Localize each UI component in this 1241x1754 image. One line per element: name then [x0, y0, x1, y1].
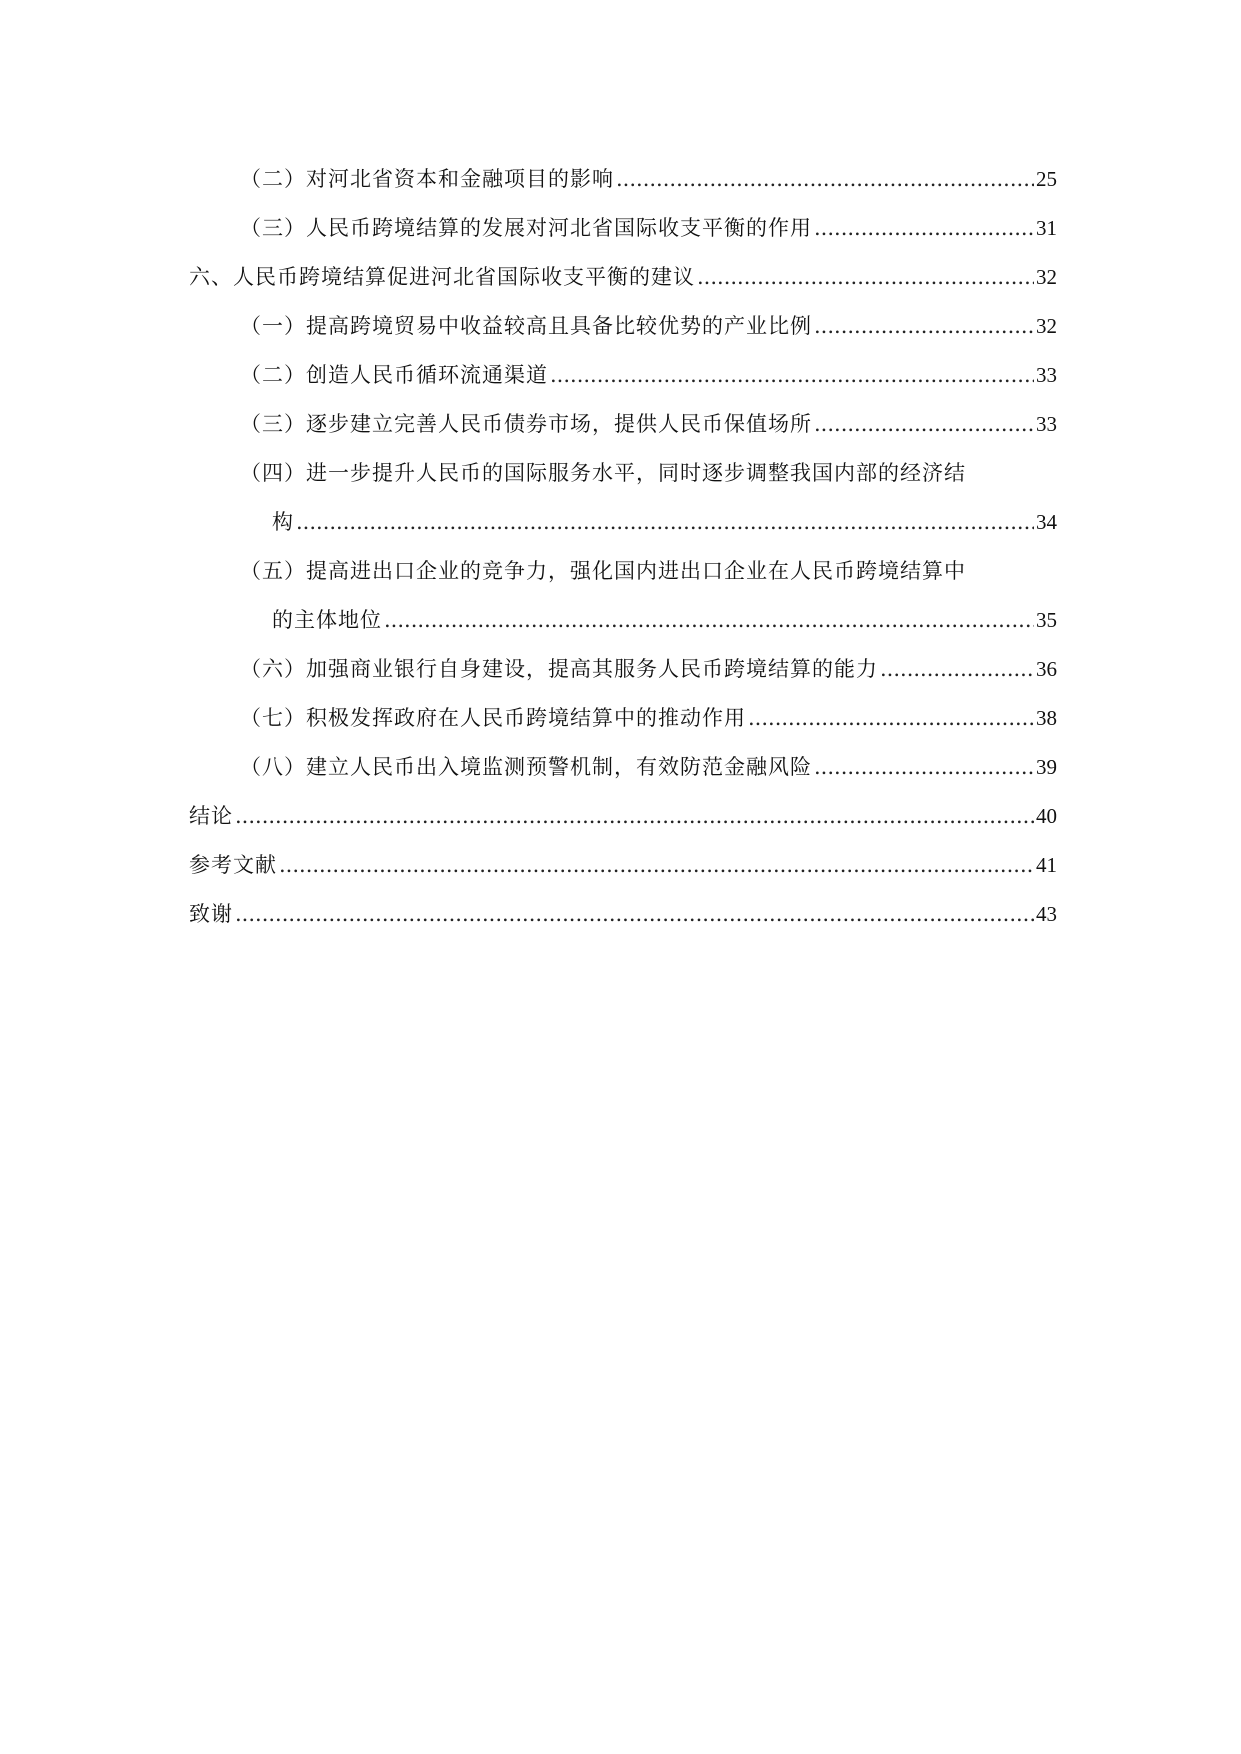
toc-entry-title: （二）对河北省资本和金融项目的影响	[240, 167, 614, 191]
toc-entry[interactable]	[189, 155, 1057, 204]
toc-entry-title-line2: 的主体地位	[272, 608, 382, 632]
toc-leader-dots	[880, 645, 1034, 694]
toc-leader-dots	[296, 498, 1034, 547]
toc-entry-page: 39	[1036, 755, 1057, 779]
toc-entry-title: 六、人民币跨境结算促进河北省国际收支平衡的建议	[189, 265, 695, 289]
toc-leader-dots	[814, 743, 1034, 792]
toc-entry[interactable]	[189, 400, 1057, 449]
toc-section-heading[interactable]	[189, 890, 1057, 939]
toc-entry-page: 32	[1036, 314, 1057, 338]
toc-entry-title: （三）逐步建立完善人民币债券市场，提供人民币保值场所	[240, 412, 812, 436]
toc-leader-dots	[748, 694, 1034, 743]
toc-entry[interactable]	[189, 547, 1057, 645]
toc-leader-dots	[814, 302, 1034, 351]
toc-leader-dots	[814, 204, 1034, 253]
toc-leader-dots	[384, 596, 1034, 645]
toc-entry-title: （八）建立人民币出入境监测预警机制，有效防范金融风险	[240, 755, 812, 779]
toc-entry-title: （一）提高跨境贸易中收益较高且具备比较优势的产业比例	[240, 314, 812, 338]
toc-entry[interactable]	[189, 645, 1057, 694]
toc-section-heading[interactable]	[189, 253, 1057, 302]
toc-section-heading[interactable]	[189, 841, 1057, 890]
table-of-contents	[189, 155, 1057, 939]
toc-leader-dots	[616, 155, 1034, 204]
toc-leader-dots	[814, 400, 1034, 449]
toc-entry-page: 33	[1036, 363, 1057, 387]
toc-entry-page: 32	[1036, 265, 1057, 289]
toc-entry-title: 参考文献	[189, 853, 277, 877]
toc-entry-title: （二）创造人民币循环流通渠道	[240, 363, 548, 387]
toc-entry[interactable]	[189, 204, 1057, 253]
toc-entry-title: （三）人民币跨境结算的发展对河北省国际收支平衡的作用	[240, 216, 812, 240]
toc-entry-page: 38	[1036, 706, 1057, 730]
toc-entry-title-line1: （四）进一步提升人民币的国际服务水平，同时逐步调整我国内部的经济结	[240, 461, 966, 485]
toc-entry-title: 结论	[189, 804, 233, 828]
toc-entry-page: 36	[1036, 657, 1057, 681]
toc-section-heading[interactable]	[189, 792, 1057, 841]
toc-leader-dots	[279, 841, 1034, 890]
toc-entry-page: 43	[1036, 902, 1057, 926]
toc-entry-title: 致谢	[189, 902, 233, 926]
toc-entry-page: 25	[1036, 167, 1057, 191]
toc-entry-page: 33	[1036, 412, 1057, 436]
toc-entry[interactable]	[189, 302, 1057, 351]
toc-entry[interactable]	[189, 449, 1057, 547]
toc-entry-page: 34	[1036, 510, 1057, 534]
toc-entry[interactable]	[189, 743, 1057, 792]
toc-entry-title-line2: 构	[272, 510, 294, 534]
toc-entry-title: （七）积极发挥政府在人民币跨境结算中的推动作用	[240, 706, 746, 730]
toc-leader-dots	[235, 792, 1034, 841]
toc-entry-page: 40	[1036, 804, 1057, 828]
toc-leader-dots	[550, 351, 1034, 400]
toc-entry-page: 35	[1036, 608, 1057, 632]
toc-entry-page: 31	[1036, 216, 1057, 240]
toc-entry-title: （六）加强商业银行自身建设，提高其服务人民币跨境结算的能力	[240, 657, 878, 681]
toc-leader-dots	[235, 890, 1034, 939]
toc-leader-dots	[697, 253, 1034, 302]
toc-entry[interactable]	[189, 694, 1057, 743]
toc-entry-page: 41	[1036, 853, 1057, 877]
toc-entry-title-line1: （五）提高进出口企业的竞争力，强化国内进出口企业在人民币跨境结算中	[240, 559, 966, 583]
toc-entry[interactable]	[189, 351, 1057, 400]
